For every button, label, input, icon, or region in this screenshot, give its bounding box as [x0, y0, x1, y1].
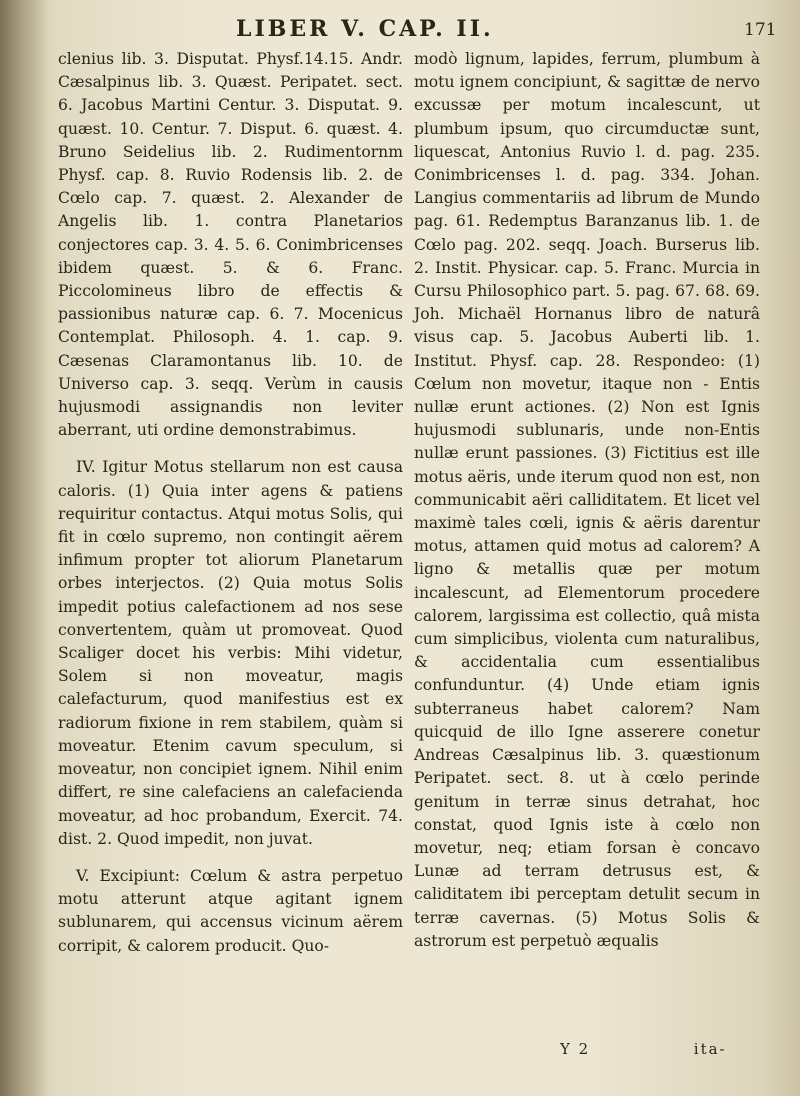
page-number: 171: [744, 20, 777, 40]
page-header: [0, 14, 800, 42]
right-paragraph-1: modò lignum, lapides, ferrum, plumbum à motu ignem concipiunt, & sagittæ de nervo excussæ per motum incalescunt, ut plumbum ipsum, quo circumductæ sunt, liquescat, Antonius Ruvio l. d. pag. 235. Conimbricenses l. d. pag. 334. Johan. Langius commentariis ad librum de Mundo pag. 61. Redemptus Baranzanus lib. 1. de Cœlo pag. 202. seqq. Joach. Burserus lib. 2. Instit. Physicar. cap. 5. Franc. Murcia in Cursu Philosophico part. 5. pag. 67. 68. 69. Joh. Michaël Hornanus libro de naturâ visus cap. 5. Jacobus Auberti lib. 1. Institut. Physf. cap. 28. Respondeo: (1) Cœlum non movetur, itaque non - Entis nullæ erunt actiones. (2) Non est Ignis hujusmodi sublunaris, unde non-Entis nullæ erunt passiones. (3) Fictitius est ille motus aëris, unde iterum quod non est, non communicabit aëri calliditatem. Et licet vel maximè tales cœli, ignis & aëris darentur motus, attamen quid motus ad calorem? A ligno & metallis quæ per motum incalescunt, ad Elementorum procedere calorem, largissima est collectio, quâ mista cum simplicibus, violenta cum naturalibus, & accidentalia cum essentialibus confunduntur. (4) Unde etiam ignis subterraneus habet calorem? Nam quicquid de illo Igne asserere conetur Andreas Cæsalpinus lib. 3. quæstionum Peripatet. sect. 8. ut à cœlo perinde genitum in terræ sinus detrahat, hoc constat, quod Ignis iste à cœlo non movetur, neq; etiam forsan è concavo Lunæ ad terram detrusus est, & caliditatem ibi perceptam detulit secum in terræ cavernas. (5) Motus Solis & astrorum est perpetuò æqualis: [414, 50, 760, 950]
left-column: [58, 48, 403, 958]
left-paragraph-2: IV. Igitur Motus stellarum non est causa caloris. (1) Quia inter agens & patiens requiritur contactus. Atqui motus Solis, qui fit in cœlo supremo, non contingit aërem infimum propter tot aliorum Planetarum orbes interjectos. (2) Quia motus Solis impedit potius calefactionem ad nos sese convertentem, quàm ut promoveat. Quod Scaliger docet his verbis: Mihi videtur, Solem si non moveatur, magis calefacturum, quod manifestius est ex radiorum fixione in rem stabilem, quàm si moveatur. Etenim cavum speculum, si moveatur, non concipiet ignem. Nihil enim differt, re sine calefaciens an calefacienda moveatur, ad hoc probandum, Exercit. 74. dist. 2. Quod impedit, non juvat.: [58, 458, 403, 848]
signature-mark: Y 2: [560, 1040, 591, 1058]
left-paragraph-3: V. Excipiunt: Cœlum & astra perpetuo motu atterunt atque agitant ignem sublunarem, qui accensus vicinum aërem corripit, & calorem producit. Quo-: [58, 866, 403, 955]
page-footer: [560, 1040, 727, 1058]
left-paragraph-1: clenius lib. 3. Disputat. Physf.14.15. Andr. Cæsalpinus lib. 3. Quæst. Peripatet. sect. 6. Jacobus Martini Centur. 3. Disputat. 9. quæst. 10. Centur. 7. Disput. 6. quæst. 4. Bruno Seidelius lib. 2. Rudimentornm Physf. cap. 8. Ruvio Rodensis lib. 2. de Cœlo cap. 7. quæst. 2. Alexander de Angelis lib. 1. contra Planetarios conjectores cap. 3. 4. 5. 6. Conimbricenses ibidem quæst. 5. & 6. Franc. Piccolomineus libro de effectis & passionibus naturæ cap. 6. 7. Mocenicus Contemplat. Philosoph. 4. 1. cap. 9. Cæsenas Claramontanus lib. 10. de Universo cap. 3. seqq. Verùm in causis hujusmodi assignandis non leviter aberrant, uti ordine demonstrabimus.: [58, 50, 403, 440]
running-head: LIBER V. CAP. II.: [236, 16, 494, 42]
catchword: ita-: [693, 1040, 727, 1058]
gutter-shadow: [0, 0, 48, 1096]
right-column: [414, 48, 760, 953]
